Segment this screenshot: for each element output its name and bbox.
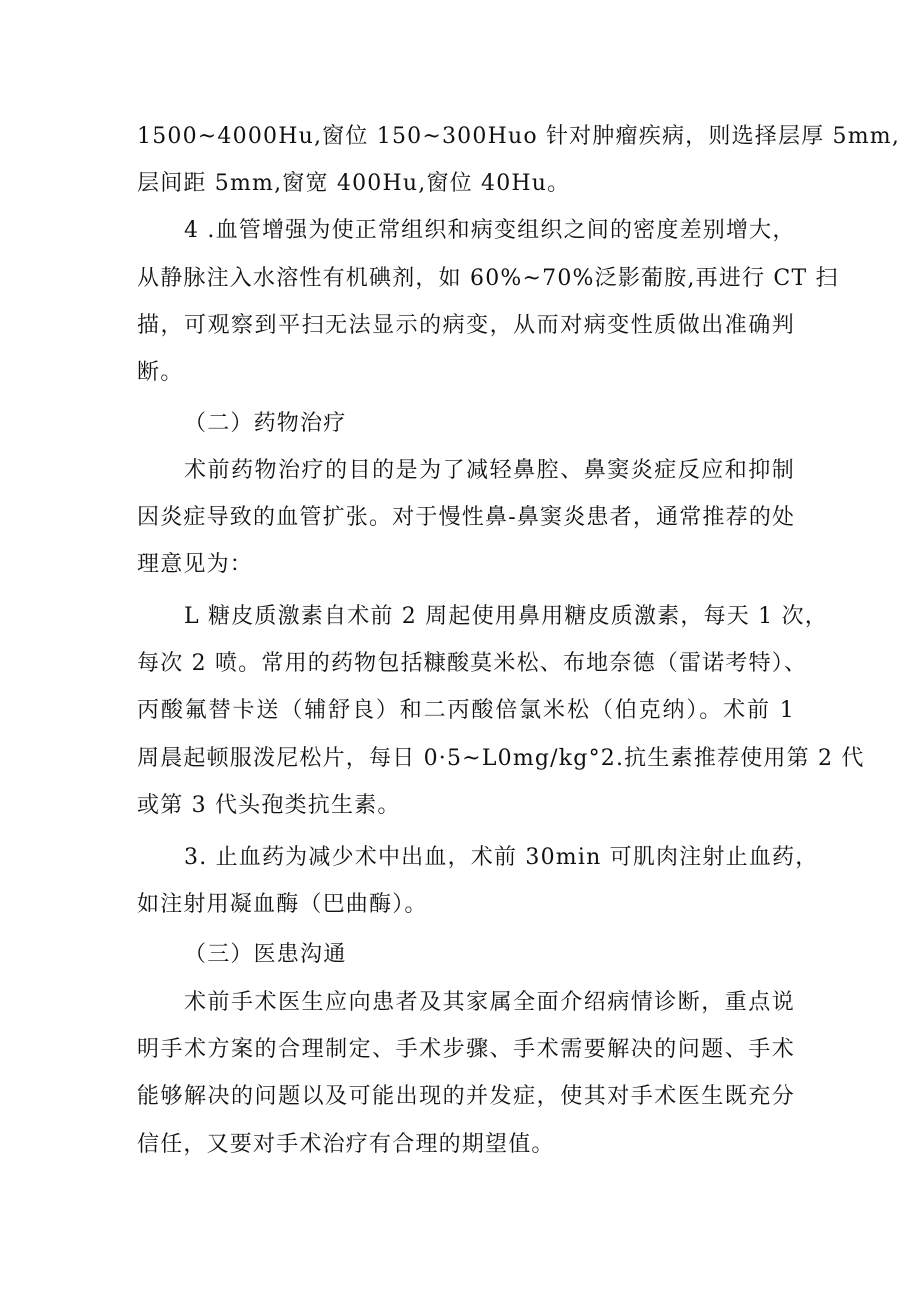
text-line: 术前手术医生应向患者及其家属全面介绍病情诊断，重点说 — [184, 990, 795, 1015]
text-line: 如注射用凝血酶（巴曲酶）。 — [137, 892, 428, 917]
text-line: 能够解决的问题以及可能出现的并发症，使其对手术医生既充分 — [137, 1084, 795, 1109]
text-line: 描，可观察到平扫无法显示的病变，从而对病变性质做出准确判 — [137, 313, 795, 338]
text-line: 1500~4000Hu,窗位 150~300Huo 针对肿瘤疾病，则选择层厚 5mm, — [137, 124, 901, 149]
text-line: 因炎症导致的血管扩张。对于慢性鼻-鼻窦炎患者，通常推荐的处 — [137, 505, 796, 530]
text-line: 丙酸氟替卡送（辅舒良）和二丙酸倍氯米松（伯克纳）。术前 1 — [137, 698, 795, 723]
section-heading: （二）药物治疗 — [184, 411, 347, 436]
text-line: 4 .血管增强为使正常组织和病变组织之间的密度差别增大， — [184, 218, 796, 243]
text-line: 从静脉注入水溶性有机碘剂，如 60%~70%泛影葡胺,再进行 CT 扫 — [137, 266, 839, 291]
text-line: 层间距 5mm,窗宽 400Hu,窗位 40Hu。 — [137, 171, 571, 196]
text-line: 周晨起顿服泼尼松片，每日 0·5~L0mg/kg°2.抗生素推荐使用第 2 代 — [137, 746, 865, 771]
text-line: 每次 2 喷。常用的药物包括糠酸莫米松、布地奈德（雷诺考特）、 — [137, 651, 808, 676]
text-line: 3. 止血药为减少术中出血，术前 30min 可肌肉注射止血药， — [184, 845, 819, 870]
text-line: 断。 — [137, 360, 184, 385]
section-heading: （三）医患沟通 — [184, 942, 347, 967]
text-line: 明手术方案的合理制定、手术步骤、手术需要解决的问题、手术 — [137, 1037, 795, 1062]
text-line: 术前药物治疗的目的是为了减轻鼻腔、鼻窦炎症反应和抑制 — [184, 458, 795, 483]
text-line: L 糖皮质激素自术前 2 周起使用鼻用糖皮质激素，每天 1 次， — [184, 604, 828, 629]
text-line: 信任，又要对手术治疗有合理的期望值。 — [137, 1132, 555, 1157]
text-line: 或第 3 代头孢类抗生素。 — [137, 793, 401, 818]
text-line: 理意见为： — [137, 552, 254, 577]
